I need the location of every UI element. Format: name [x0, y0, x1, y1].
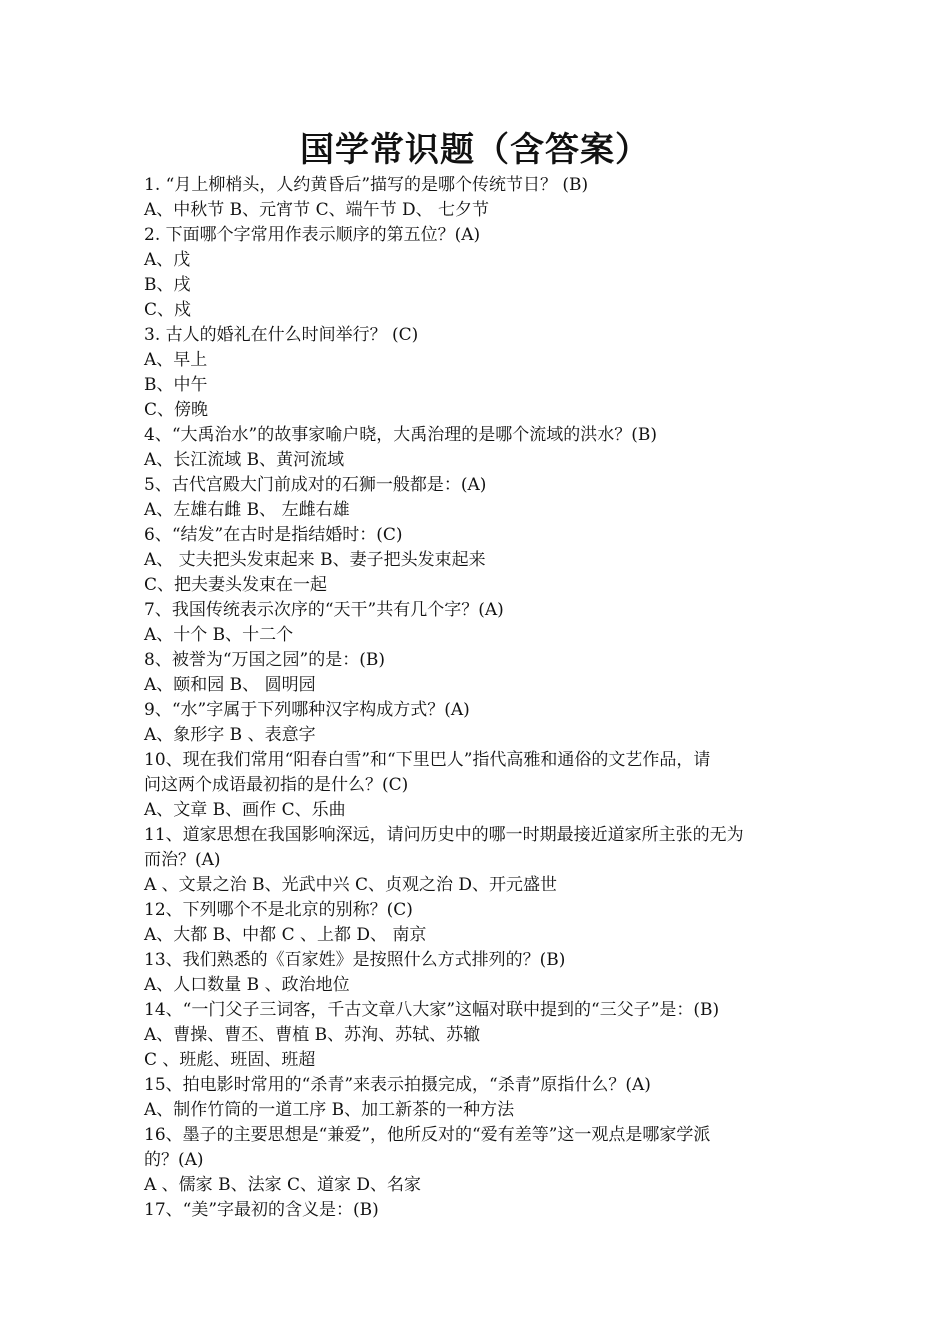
text-line: A、象形字 B 、表意字 — [144, 725, 316, 745]
text-line: A、大都 B、中都 C 、上都 D、 南京 — [144, 925, 427, 945]
text-line: 9、“水”字属于下列哪种汉字构成方式？(A) — [144, 700, 470, 720]
text-line: 15、拍电影时常用的“杀青”来表示拍摄完成，“杀青”原指什么？(A) — [144, 1075, 651, 1095]
text-line: 10、现在我们常用“阳春白雪”和“下里巴人”指代高雅和通俗的文艺作品，请 — [144, 750, 711, 770]
text-line: 13、我们熟悉的《百家姓》是按照什么方式排列的？(B) — [144, 950, 566, 970]
text-line: A、人口数量 B 、政治地位 — [144, 975, 350, 995]
document-body — [144, 173, 814, 1223]
text-line: A、颐和园 B、 圆明园 — [144, 675, 316, 695]
text-line: C、傍晚 — [144, 400, 209, 420]
text-line: 11、道家思想在我国影响深远，请问历史中的哪一时期最接近道家所主张的无为 — [144, 825, 744, 845]
text-line: A、中秋节 B、元宵节 C、端午节 D、 七夕节 — [144, 200, 490, 220]
text-line: B、中午 — [144, 375, 208, 395]
text-line: 而治？(A) — [144, 850, 221, 870]
text-line: A、曹操、曹丕、曹植 B、苏洵、苏轼、苏辙 — [144, 1025, 481, 1045]
text-line: C、把夫妻头发束在一起 — [144, 575, 328, 595]
text-line: 12、下列哪个不是北京的别称？(C) — [144, 900, 413, 920]
text-line: A、文章 B、画作 C、乐曲 — [144, 800, 346, 820]
text-line: A 、文景之治 B、光武中兴 C、贞观之治 D、开元盛世 — [144, 875, 558, 895]
text-line: A、 丈夫把头发束起来 B、妻子把头发束起来 — [144, 550, 486, 570]
text-line: 8、被誉为“万国之园”的是：(B) — [144, 650, 385, 670]
text-line: 6、“结发”在古时是指结婚时：(C) — [144, 525, 403, 545]
text-line: A、戊 — [144, 250, 191, 270]
text-line: 14、“一门父子三词客，千古文章八大家”这幅对联中提到的“三父子”是：(B) — [144, 1000, 720, 1020]
text-line: 问这两个成语最初指的是什么？(C) — [144, 775, 409, 795]
text-line: 4、“大禹治水”的故事家喻户晓，大禹治理的是哪个流域的洪水？(B) — [144, 425, 657, 445]
text-line: 2. 下面哪个字常用作表示顺序的第五位？(A) — [144, 225, 481, 245]
text-line: 17、“美”字最初的含义是：(B) — [144, 1200, 379, 1220]
text-line: A、十个 B、十二个 — [144, 625, 294, 645]
text-line: 1. “月上柳梢头，人约黄昏后”描写的是哪个传统节日？ (B) — [144, 175, 589, 195]
text-line: 3. 古人的婚礼在什么时间举行？ (C) — [144, 325, 419, 345]
text-line: A、制作竹筒的一道工序 B、加工新茶的一种方法 — [144, 1100, 515, 1120]
text-line: 7、我国传统表示次序的“天干”共有几个字？(A) — [144, 600, 504, 620]
text-line: A 、儒家 B、法家 C、道家 D、名家 — [144, 1175, 422, 1195]
text-line: B、戌 — [144, 275, 191, 295]
text-line: 16、墨子的主要思想是“兼爱”，他所反对的“爱有差等”这一观点是哪家学派 — [144, 1125, 711, 1145]
text-line: A、长江流域 B、黄河流域 — [144, 450, 345, 470]
text-line: A、早上 — [144, 350, 208, 370]
text-line: A、左雄右雌 B、 左雌右雄 — [144, 500, 350, 520]
text-line: 的？(A) — [144, 1150, 204, 1170]
text-line: 5、古代宫殿大门前成对的石狮一般都是：(A) — [144, 475, 487, 495]
document-title: 国学常识题（含答案） — [300, 130, 650, 170]
text-line: C 、班彪、班固、班超 — [144, 1050, 316, 1070]
text-line: C、戍 — [144, 300, 192, 320]
